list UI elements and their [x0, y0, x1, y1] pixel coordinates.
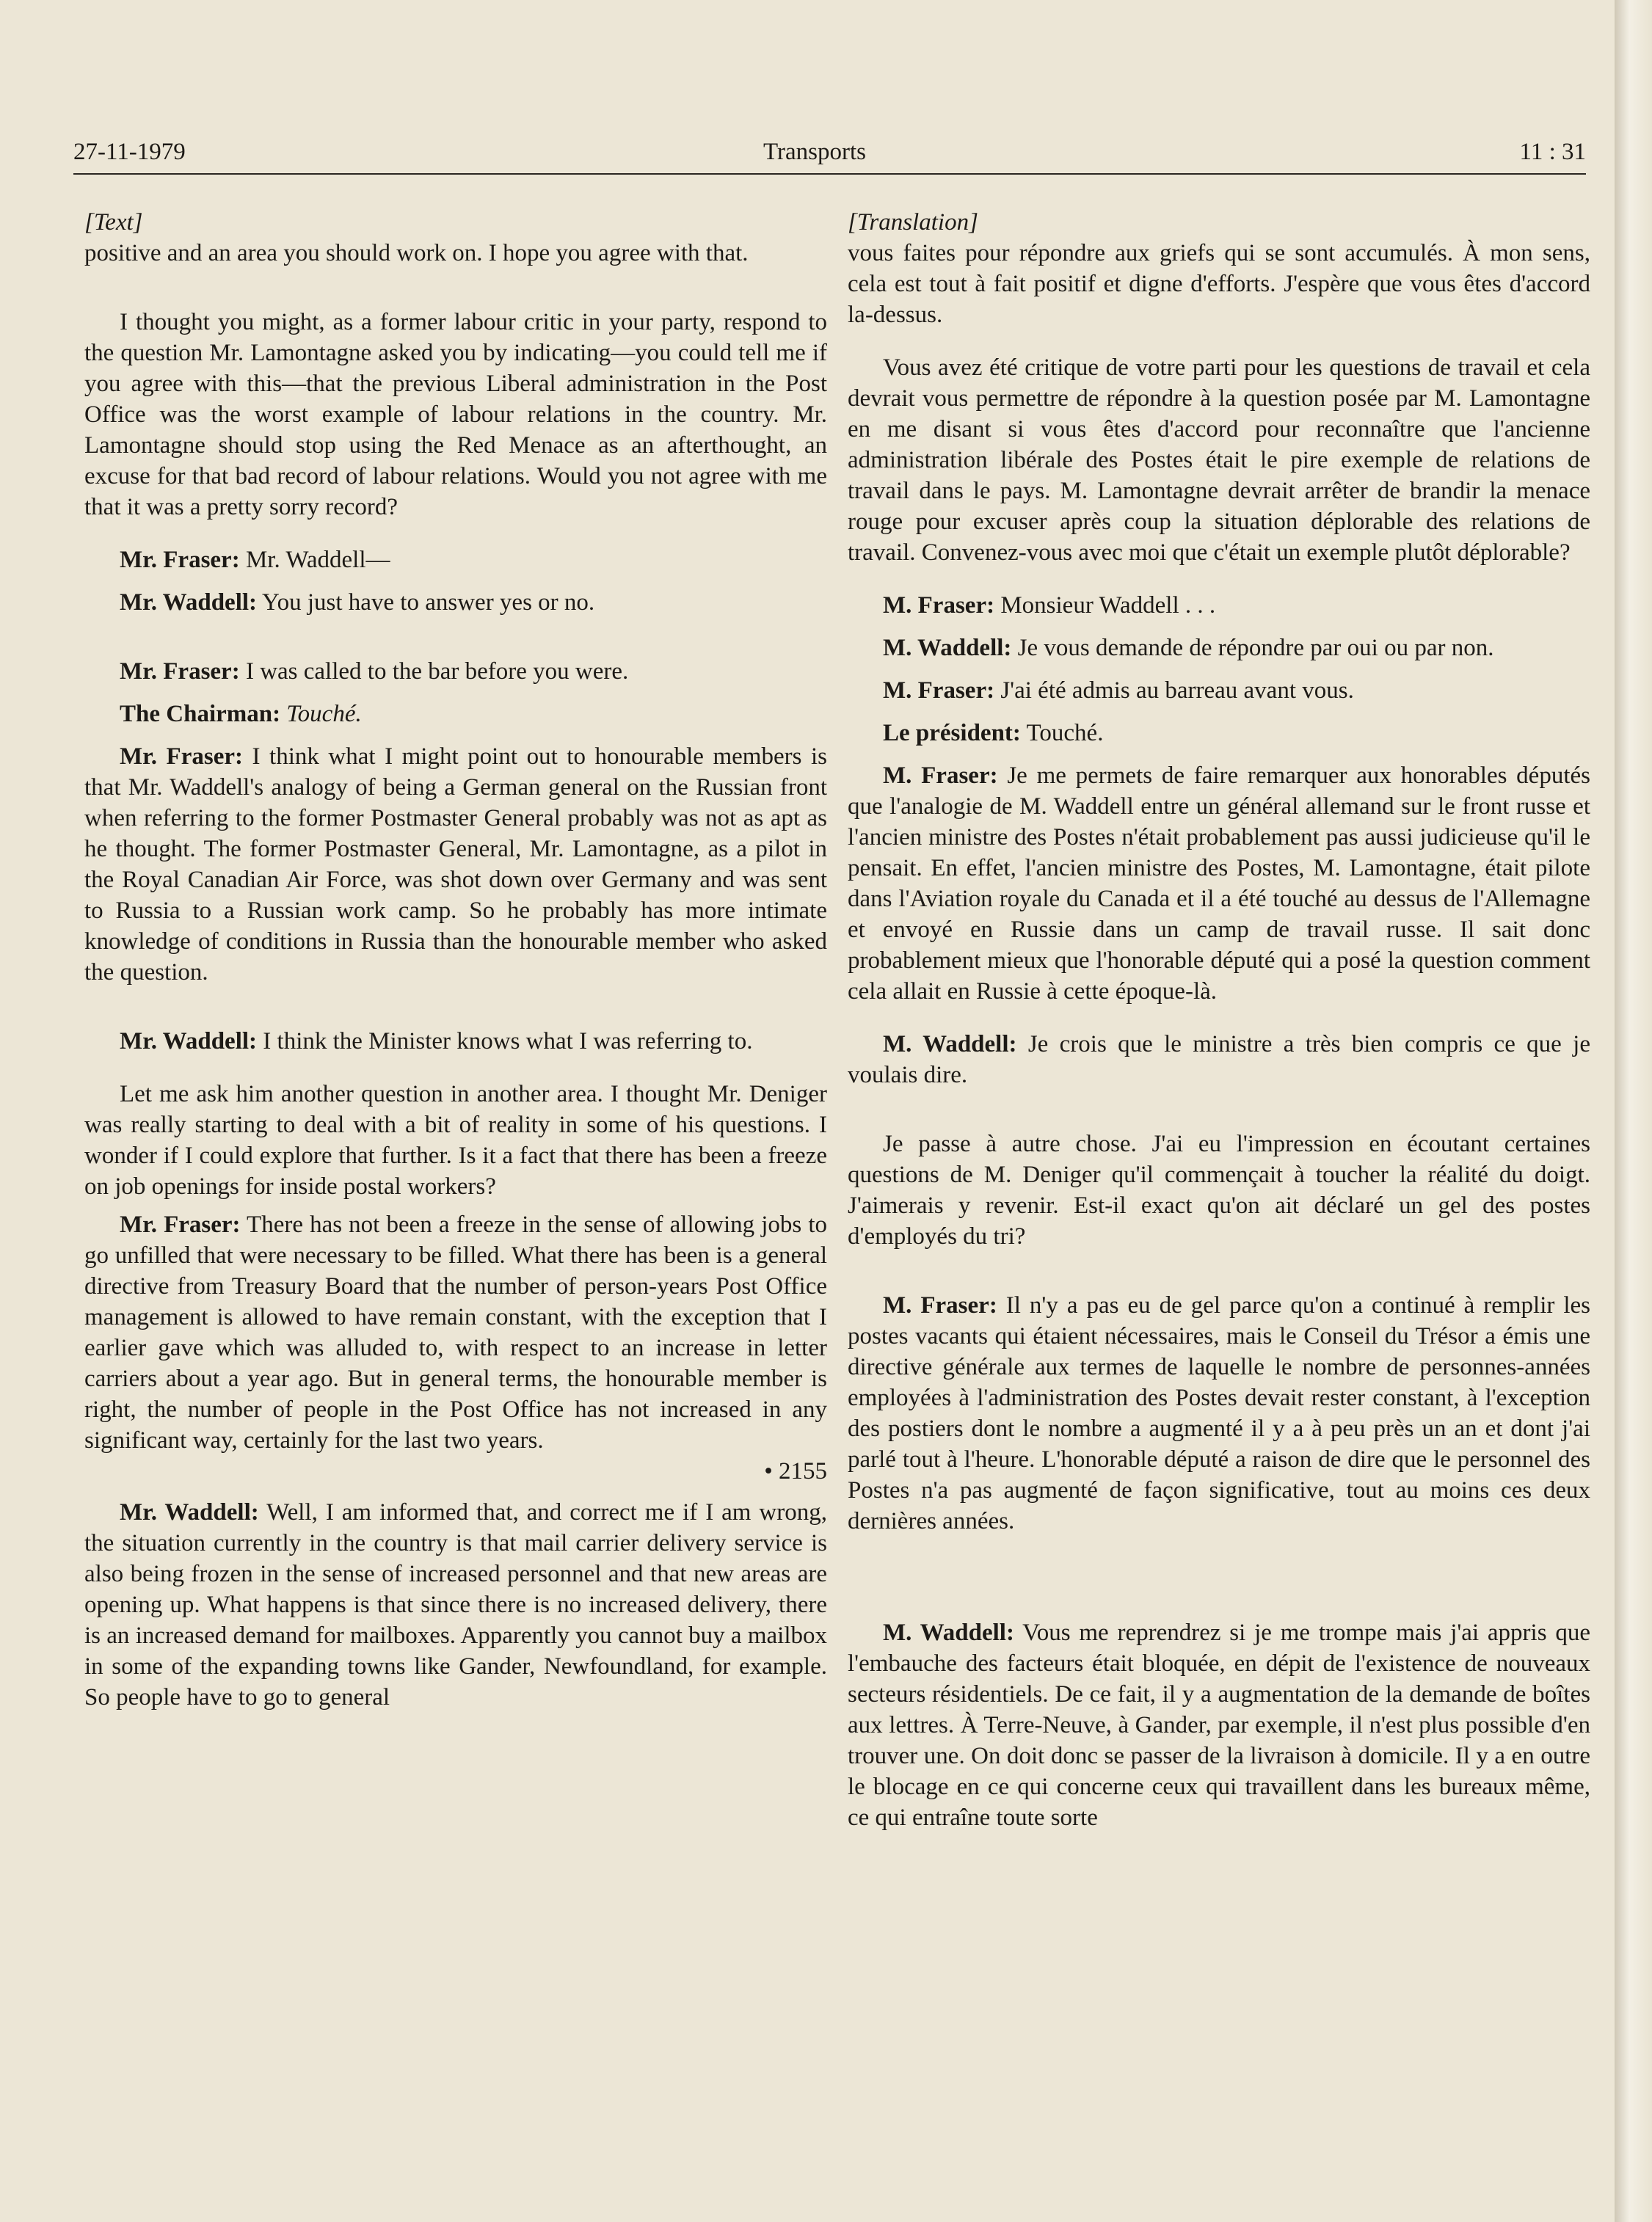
speaker-name: Mr. Fraser:	[120, 658, 240, 685]
header-rule	[73, 173, 1586, 175]
speaker-name: Mr. Fraser:	[120, 1212, 241, 1238]
speech-text: Il n'y a pas eu de gel parce qu'on a continué à remplir les postes vacants qui étaient nécessaires, mais le Conseil du Trésor a émis une directive générale aux termes de laquelle le nombre de personnes-années employées à l'administration des Postes devait rester constant, à l'exception des postiers dont le nombre a augmenté il y a à peu près un an et dont j'ai parlé tout à l'heure. L'honorable député a raison de dire que le personnel des Postes n'a pas augmenté de façon significative, tout au moins ces deux dernières années.	[848, 1292, 1590, 1534]
speech	[848, 718, 1590, 748]
speech	[84, 587, 827, 618]
speech-text: Touché.	[286, 701, 362, 727]
column-label: [Translation]	[848, 209, 978, 236]
speaker-name: Mr. Waddell:	[120, 1028, 258, 1054]
time-marker: • 2155	[764, 1458, 827, 1485]
speaker-name: Mr. Waddell:	[120, 1499, 259, 1526]
speaker-name: M. Fraser:	[883, 1292, 997, 1319]
speech-text: Je vous demande de répondre par oui ou par non.	[1011, 635, 1494, 661]
speaker-name: M. Waddell:	[883, 1031, 1017, 1057]
speaker-name: M. Fraser:	[883, 677, 995, 704]
speaker-name: Mr. Fraser:	[120, 547, 240, 573]
speech-text: Touché.	[1020, 720, 1104, 746]
speech-text: Monsieur Waddell . . .	[994, 592, 1216, 619]
speaker-name: M. Fraser:	[883, 762, 998, 789]
speech-text: Well, I am informed that, and correct me if I am wrong, the situation currently in the country is that mail carrier delivery service is also being frozen in the sense of increased personnel and that new areas are opening up. What happens is that since there is no increased delivery, there is an increased demand for mailboxes. Apparently you cannot buy a mailbox in some of the expanding towns like Gander, Newfoundland, for example. So people have to go to general	[84, 1499, 828, 1711]
speech	[84, 1497, 827, 1713]
header-title: Transports	[763, 139, 866, 165]
header-page-number: 11 : 31	[1519, 139, 1586, 165]
speech-text: I was called to the bar before you were.	[239, 658, 629, 685]
speech	[84, 1209, 827, 1456]
speech-text: Je me permets de faire remarquer aux honorables députés que l'analogie de M. Waddell entre un général allemand sur le front russe et l'ancien ministre des Postes n'était probablement pas aussi judicieuse qu'il le pensait. En effet, l'ancien ministre des Postes, M. Lamontagne, était pilote dans l'Aviation royale du Canada et il a été touché au dessus de l'Allemagne et envoyé en Russie dans un camp de travail russe. Il sait donc probablement mieux que l'honorable député qui a posé la question comment cela allait en Russie à cette époque-là.	[848, 762, 1590, 1005]
speech-text: J'ai été admis au barreau avant vous.	[994, 677, 1354, 704]
french-column	[848, 207, 1590, 1833]
paragraph: Let me ask him another question in another area. I thought Mr. Deniger was really starting to deal with a bit of reality in some of his questions. I wonder if I could explore that further. Is it a fact that there has been a freeze on job openings for inside postal workers?	[84, 1081, 827, 1200]
speaker-name: M. Waddell:	[883, 635, 1012, 661]
speech	[848, 590, 1590, 621]
speech	[848, 1617, 1590, 1833]
english-column	[84, 207, 827, 1713]
speech	[848, 675, 1590, 706]
speaker-name: M. Fraser:	[883, 592, 995, 619]
speech	[84, 656, 827, 687]
column-label: [Text]	[84, 209, 143, 236]
speech-text: I think what I might point out to honourable members is that Mr. Waddell's analogy of being a German general on the Russian front when referring to the former Postmaster General probably was not as apt as he thought. The former Postmaster General, Mr. Lamontagne, as a pilot in the Royal Canadian Air Force, was shot down over Germany and was sent to Russia to a Russian work camp. So he probably has more intimate knowledge of conditions in Russia than the honourable member who asked the question.	[84, 743, 827, 986]
speech	[84, 699, 827, 729]
paragraph: Vous avez été critique de votre parti pour les questions de travail et cela devrait vous permettre de répondre à la question posée par M. Lamontagne en me disant si vous êtes d'accord pour reconnaître que l'ancienne administration libérale des Postes était le pire exemple de relations de travail dans le pays. M. Lamontagne devrait arrêter de brandir la menace rouge pour excuser après coup la situation déplorable des relations de travail. Convenez-vous avec moi que c'était un exemple plutôt déplorable?	[848, 354, 1590, 566]
speaker-name: M. Waddell:	[883, 1620, 1014, 1646]
paragraph: positive and an area you should work on. I hope you agree with that.	[84, 240, 749, 266]
speaker-name: Mr. Fraser:	[120, 743, 243, 770]
speech	[848, 633, 1590, 663]
speaker-name: Le président:	[883, 720, 1021, 746]
speech	[848, 1029, 1590, 1090]
speech-text: Vous me reprendrez si je me trompe mais j'ai appris que l'embauche des facteurs était bloquée, en dépit de l'existence de nouveaux secteurs résidentiels. De ce fait, il y a augmentation de la demande de boîtes aux lettres. À Terre-Neuve, à Gander, par exemple, il n'est plus possible d'en trouver une. On doit donc se passer de la livraison à domicile. Il y a en outre le blocage en ce qui concerne ceux qui travaillent dans les bureaux même, ce qui entraîne toute sorte	[848, 1620, 1590, 1831]
speech-text: Mr. Waddell—	[239, 547, 390, 573]
paragraph: Je passe à autre chose. J'ai eu l'impression en écoutant certaines questions de M. Deniger qu'il commençait à toucher la réalité du doigt. J'aimerais y revenir. Est-il exact qu'on ait déclaré un gel des postes d'employés du tri?	[848, 1131, 1590, 1250]
speech	[84, 544, 827, 575]
speech	[84, 741, 827, 988]
speech	[848, 1290, 1590, 1537]
speech	[848, 760, 1590, 1007]
speech-text: There has not been a freeze in the sense of allowing jobs to go unfilled that were necessary to be filled. What there has been is a general directive from Treasury Board that the number of person-years Post Office management is allowed to have remain constant, with the exception that I earlier gave which was alluded to, with respect to an increase in letter carriers about a year ago. But in general terms, the honourable member is right, the number of people in the Post Office has not increased in any significant way, certainly for the last two years.	[84, 1212, 827, 1454]
page-edge	[1615, 0, 1652, 2222]
running-header	[73, 123, 1586, 175]
header-date: 27-11-1979	[73, 139, 186, 165]
speech-text: You just have to answer yes or no.	[257, 589, 595, 616]
speaker-name: The Chairman:	[120, 701, 281, 727]
speech-text: I think the Minister knows what I was referring to.	[257, 1028, 753, 1054]
speaker-name: Mr. Waddell:	[120, 589, 258, 616]
speech-text: Je crois que le ministre a très bien compris ce que je voulais dire.	[848, 1031, 1590, 1088]
speech	[84, 1026, 827, 1057]
paragraph: I thought you might, as a former labour critic in your party, respond to the question Mr. Lamontagne asked you by indicating—you could tell me if you agree with this—that the previous Liberal administration in the Post Office was the worst example of labour relations in the country. Mr. Lamontagne should stop using the Red Menace as an afterthought, an excuse for that bad record of labour relations. Would you not agree with me that it was a pretty sorry record?	[84, 309, 827, 520]
paragraph: vous faites pour répondre aux griefs qui se sont accumulés. À mon sens, cela est tout à fait positif et digne d'efforts. J'espère que vous êtes d'accord la-dessus.	[848, 240, 1590, 328]
